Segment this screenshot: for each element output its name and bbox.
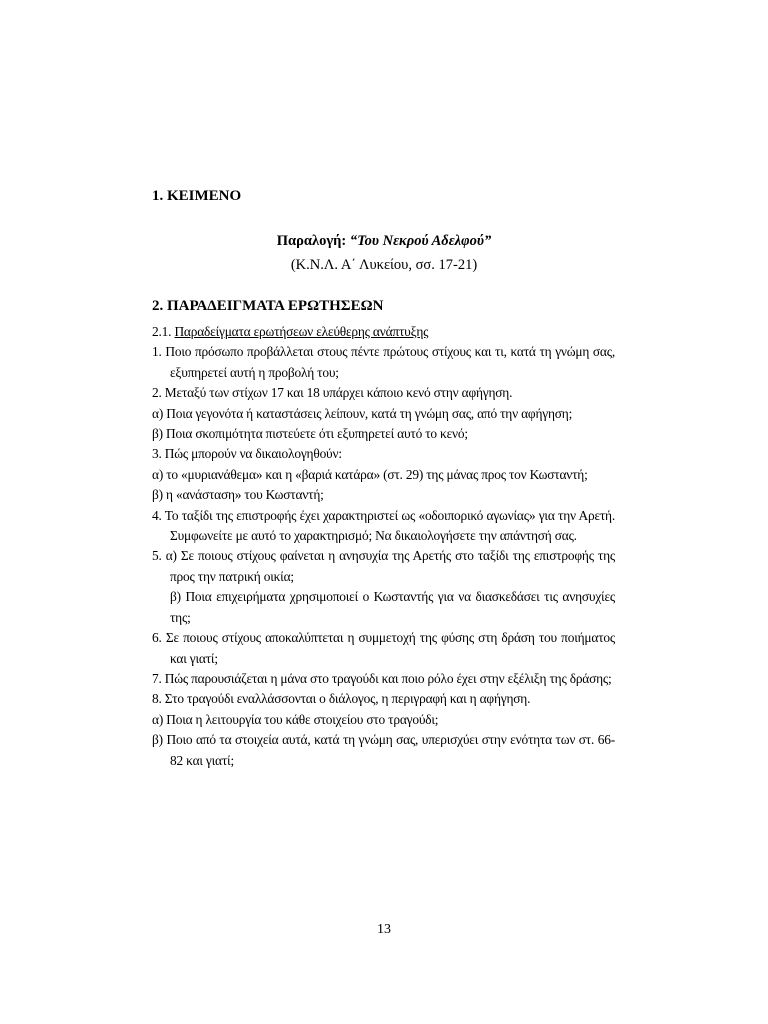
question-item: 6. Σε ποιους στίχους αποκαλύπτεται η συμμετοχή της φύσης στη δράση του ποιήματος και γιατί; bbox=[152, 630, 615, 666]
poem-source: (Κ.Ν.Λ. Α΄ Λυκείου, σσ. 17-21) bbox=[290, 257, 478, 273]
question-item: α) Ποια η λειτουργία του κάθε στοιχείου στο τραγούδι; bbox=[152, 711, 439, 727]
subsection-heading bbox=[152, 322, 615, 342]
poem-title bbox=[0, 233, 768, 250]
section-heading-text: 1. ΚΕΙΜΕΝΟ bbox=[152, 188, 242, 204]
question-item: 1. Ποιο πρόσωπο προβάλλεται στους πέντε πρώτους στίχους και τι, κατά τη γνώμη σας, εξυπηρετεί αυτή η προβολή του; bbox=[152, 344, 615, 380]
question-item: α) Ποια γεγονότα ή καταστάσεις λείπουν, κατά τη γνώμη σας, από την αφήγηση; bbox=[152, 405, 573, 421]
poem-label: Παραλογή: bbox=[276, 233, 347, 249]
question-item: α) το «μυριανάθεμα» και η «βαριά κατάρα» (στ. 29) της μάνας προς τον Κωσταντή; bbox=[152, 466, 588, 482]
poem-name: “Του Νεκρού Αδελφού” bbox=[349, 233, 492, 249]
question-item: β) η «ανάσταση» του Κωσταντή; bbox=[152, 487, 324, 503]
question-item: 4. Το ταξίδι της επιστροφής έχει χαρακτηριστεί ως «οδοιπορικό αγωνίας» για την Αρετή. Συμφωνείτε με αυτό το χαρακτηρισμό; Να δικαιολογήσετε την απάντησή σας. bbox=[152, 507, 615, 544]
question-item: β) Ποια επιχειρήματα χρησιμοποιεί ο Κωσταντής για να διασκεδάσει τις ανησυχίες της; bbox=[170, 589, 615, 625]
question-item: 2. Μεταξύ των στίχων 17 και 18 υπάρχει κάποιο κενό στην αφήγηση. bbox=[152, 385, 513, 401]
subsection-title: Παραδείγματα ερωτήσεων ελεύθερης ανάπτυξης bbox=[174, 324, 429, 339]
question-item: β) Ποιο από τα στοιχεία αυτά, κατά τη γνώμη σας, υπερισχύει στην ενότητα των στ. 66-82 και γιατί; bbox=[152, 732, 615, 768]
question-item: 8. Στο τραγούδι εναλλάσσονται ο διάλογος, η περιγραφή και η αφήγηση. bbox=[152, 691, 531, 707]
questions-body bbox=[152, 322, 615, 771]
question-item: β) Ποια σκοπιμότητα πιστεύετε ότι εξυπηρετεί αυτό το κενό; bbox=[152, 426, 468, 442]
question-item: 7. Πώς παρουσιάζεται η μάνα στο τραγούδι και ποιο ρόλο έχει στην εξέλιξη της δράσης; bbox=[152, 670, 612, 686]
page-number: 13 bbox=[377, 922, 391, 937]
section-heading-questions: 2. ΠΑΡΑΔΕΙΓΜΑΤΑ ΕΡΩΤΗΣΕΩΝ bbox=[152, 298, 384, 314]
question-item: 3. Πώς μπορούν να δικαιολογηθούν: bbox=[152, 446, 342, 462]
subsection-number: 2.1. bbox=[152, 324, 172, 339]
question-item: 5. α) Σε ποιους στίχους φαίνεται η ανησυχία της Αρετής στο ταξίδι της επιστροφής της προς την πατρική οικία; bbox=[152, 548, 615, 584]
